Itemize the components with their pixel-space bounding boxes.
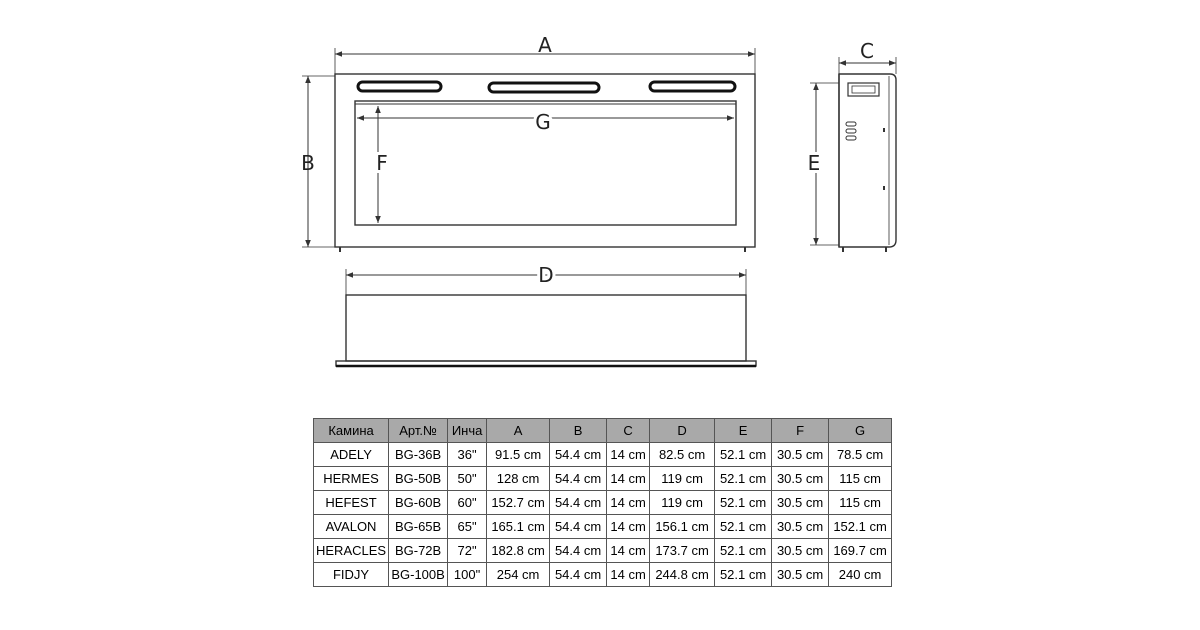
table-header-row [314,419,892,443]
dimension-g-label: G [535,110,551,134]
side-view [808,39,896,252]
table-row: AVALON BG-65B 65" 165.1 cm 54.4 cm 14 cm 156.1 cm 52.1 cm 30.5 cm 152.1 cm [314,515,892,539]
side-buttons [846,122,856,140]
body-view [336,263,756,366]
dimension-b-label: B [301,151,315,175]
top-vent-right [650,82,735,91]
header-inches: Инча [448,419,487,443]
header-article: Арт.№ [389,419,448,443]
header-e: E [715,419,772,443]
front-outer-frame [335,74,755,247]
header-c: C [607,419,650,443]
table-row: FIDJY BG-100B 100" 254 cm 54.4 cm 14 cm 244.8 cm 52.1 cm 30.5 cm 240 cm [314,563,892,587]
top-vent-left [358,82,441,91]
dimension-e-label: E [807,151,821,175]
header-f: F [772,419,829,443]
dimension-f-label: F [376,151,388,175]
table-row: HERMES BG-50B 50" 128 cm 54.4 cm 14 cm 119 cm 52.1 cm 30.5 cm 115 cm [314,467,892,491]
dimensions-table [313,418,892,587]
table-row: HERACLES BG-72B 72" 182.8 cm 54.4 cm 14 cm 173.7 cm 52.1 cm 30.5 cm 169.7 cm [314,539,892,563]
header-model: Камина [314,419,389,443]
header-a: A [487,419,550,443]
table-row: ADELY BG-36B 36" 91.5 cm 54.4 cm 14 cm 82.5 cm 52.1 cm 30.5 cm 78.5 cm [314,443,892,467]
table-row: HEFEST BG-60B 60" 152.7 cm 54.4 cm 14 cm 119 cm 52.1 cm 30.5 cm 115 cm [314,491,892,515]
header-d: D [650,419,715,443]
dimension-a-label: A [538,33,552,57]
body-box [346,295,746,361]
dimension-c-label: C [860,39,874,63]
header-b: B [550,419,607,443]
top-vent-center [489,83,599,92]
dimension-d-label: D [538,263,554,287]
front-view [301,33,755,252]
side-control-box [848,83,879,96]
header-g: G [829,419,892,443]
